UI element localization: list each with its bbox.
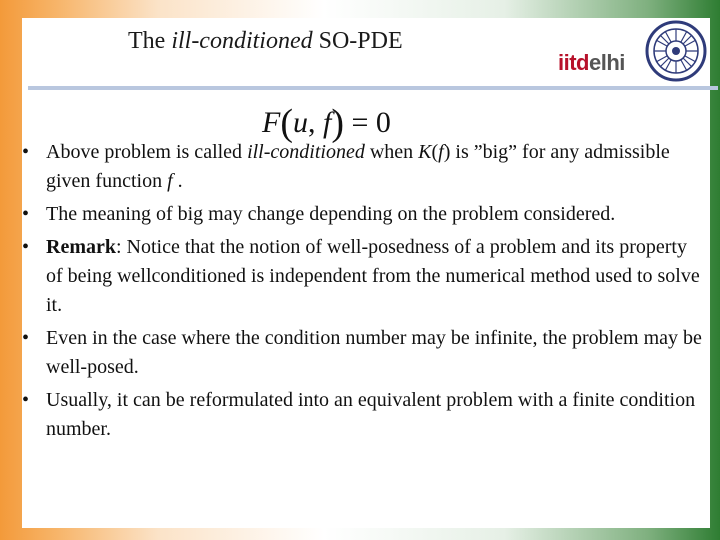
- bullet-list: [22, 138, 706, 448]
- bullet-text: (: [431, 141, 439, 163]
- bullet-dot-icon: •: [22, 141, 30, 163]
- bullet-text: .: [172, 170, 183, 192]
- title-italic: ill-conditioned: [171, 28, 313, 54]
- header-divider: [28, 86, 718, 90]
- bullet-bold: Remark: [46, 236, 116, 258]
- logo-part-1: iitd: [558, 50, 589, 75]
- slide-title: [128, 28, 403, 55]
- bullet-italic: f: [167, 170, 173, 192]
- bullet-text: ) is ”big” for any admissible given function: [46, 141, 670, 192]
- bullet-item: [22, 386, 706, 444]
- institute-emblem-icon: [645, 20, 707, 82]
- equation-equals-zero: = 0: [343, 106, 391, 139]
- equation-F: F: [262, 106, 281, 139]
- bullet-item: [22, 138, 706, 196]
- equation: [262, 98, 391, 142]
- bullet-italic: f: [438, 141, 444, 163]
- bullet-dot-icon: •: [22, 236, 30, 258]
- bullet-text: Usually, it can be reformulated into an equivalent problem with a finite condition number.: [46, 389, 696, 440]
- logo-part-2: elhi: [589, 50, 625, 75]
- bullet-item: [22, 200, 706, 229]
- equation-u: u: [292, 106, 308, 139]
- bullet-item: [22, 324, 706, 382]
- bullet-dot-icon: •: [22, 389, 30, 411]
- bullet-dot-icon: •: [22, 203, 30, 225]
- title-prefix: The: [128, 28, 172, 54]
- bullet-item: [22, 233, 706, 320]
- equation-f: f: [322, 106, 332, 139]
- equation-rparen: ): [331, 102, 344, 144]
- title-suffix: SO-PDE: [312, 28, 403, 54]
- bullet-text: : Notice that the notion of well-posedness of a problem and its property of being wellconditioned is independent from the numerical method used to solve it.: [46, 236, 700, 316]
- equation-lparen: (: [280, 102, 293, 144]
- equation-comma: ,: [307, 106, 323, 139]
- bullet-text: The meaning of big may change depending on the problem considered.: [46, 203, 616, 225]
- bullet-text: Even in the case where the condition number may be infinite, the problem may be well-posed.: [46, 327, 702, 378]
- bullet-italic: K: [418, 141, 432, 163]
- iitd-logo-text: [558, 50, 625, 76]
- bullet-text: when: [364, 141, 419, 163]
- bullet-dot-icon: •: [22, 327, 30, 349]
- bullet-italic: ill-conditioned: [247, 141, 365, 163]
- bullet-text: Above problem is called: [46, 141, 248, 163]
